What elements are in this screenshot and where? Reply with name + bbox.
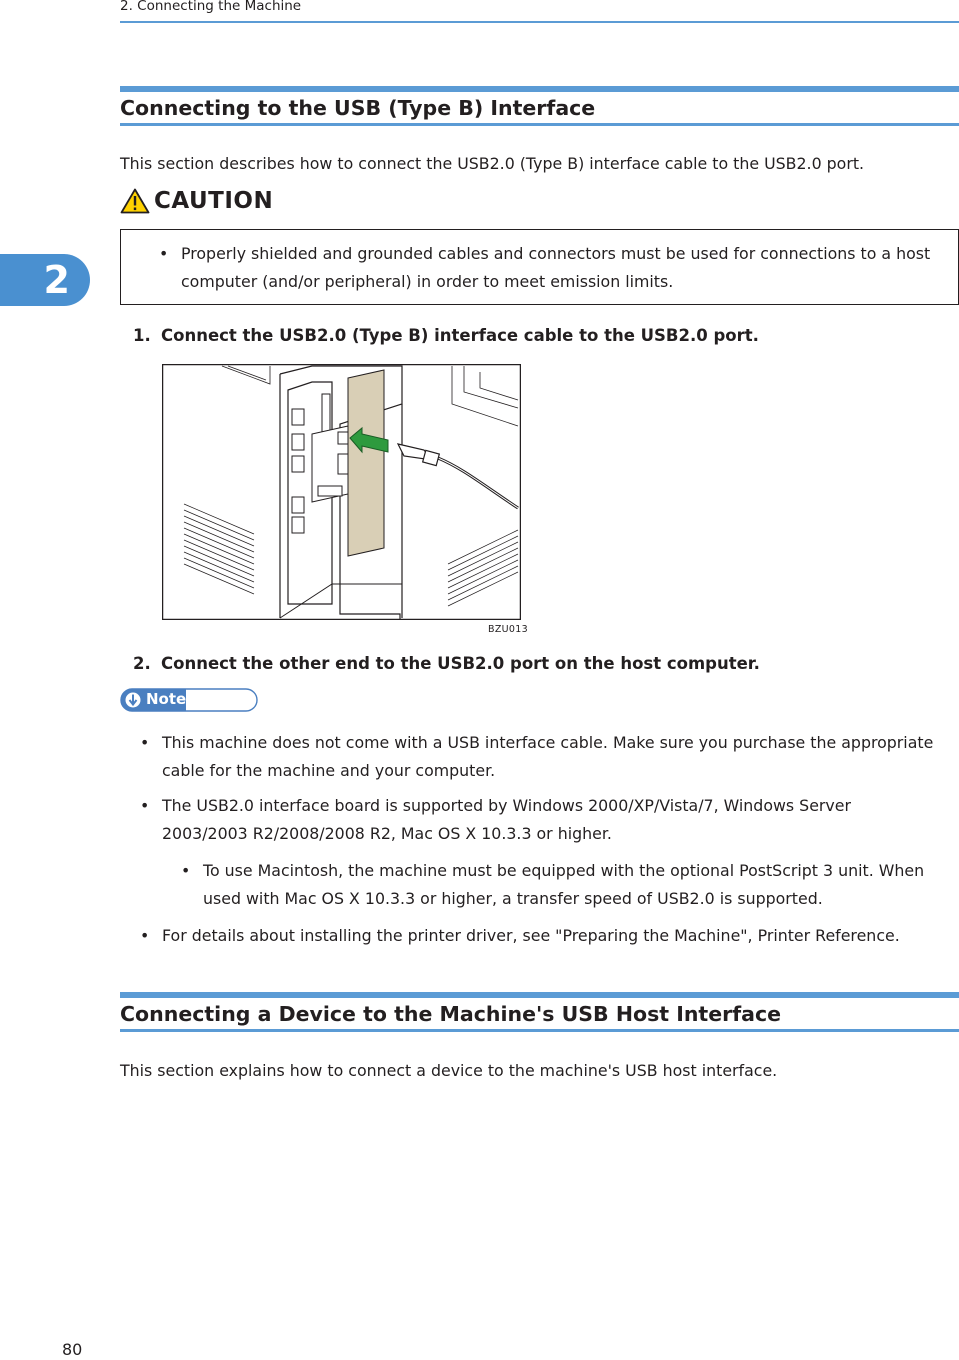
note-word: Note	[146, 690, 187, 708]
note-label	[120, 688, 258, 712]
running-header: 2. Connecting the Machine	[120, 0, 302, 14]
chapter-tab	[0, 254, 90, 306]
note-item-text: The USB2.0 interface board is supported by Windows 2000/XP/Vista/7, Windows Server 2003/2003 R2/2008/2008 R2, Mac OS X 10.3.3 or higher.	[162, 796, 851, 843]
note-item-text: For details about installing the printer driver, see "Preparing the Machine", Printer Reference.	[162, 926, 900, 945]
page-number: 80	[62, 1340, 83, 1359]
warning-triangle-icon	[120, 188, 150, 214]
caution-item	[159, 240, 951, 295]
step-2	[133, 650, 760, 677]
step-text: Connect the other end to the USB2.0 port on the host computer.	[161, 654, 760, 673]
step-number: 2.	[133, 654, 151, 673]
caution-item-text: Properly shielded and grounded cables and connectors must be used for connections to a host computer (and/or peripheral) in order to meet emission limits.	[181, 244, 931, 291]
section-heading-usb-type-b	[120, 86, 959, 126]
note-subitem	[181, 857, 959, 912]
bullet-dot: •	[140, 926, 150, 945]
usb-connection-illustration	[162, 364, 521, 620]
section-title: Connecting a Device to the Machine's USB Host Interface	[120, 1002, 782, 1026]
heading-bar-bottom	[120, 123, 959, 126]
section-title: Connecting to the USB (Type B) Interface	[120, 96, 596, 120]
note-item	[140, 792, 922, 847]
heading-bar-bottom	[120, 1029, 959, 1032]
note-item	[140, 922, 952, 950]
bullet-dot: •	[140, 733, 150, 752]
step-text: Connect the USB2.0 (Type B) interface cable to the USB2.0 port.	[161, 326, 759, 345]
bullet-dot: •	[140, 796, 150, 815]
chapter-tab-number: 2	[43, 258, 70, 302]
step-1	[133, 322, 759, 349]
figure-caption: BZU013	[488, 624, 528, 635]
note-badge-icon	[120, 688, 258, 712]
header-rule	[120, 21, 959, 23]
note-item-text: This machine does not come with a USB interface cable. Make sure you purchase the appropriate cable for the machine and your computer.	[162, 733, 934, 780]
section-intro: This section explains how to connect a device to the machine's USB host interface.	[120, 1061, 778, 1080]
section-intro: This section describes how to connect the USB2.0 (Type B) interface cable to the USB2.0 port.	[120, 154, 865, 173]
section-heading-usb-host	[120, 992, 959, 1032]
step-number: 1.	[133, 326, 151, 345]
note-item	[140, 729, 952, 784]
bullet-dot: •	[159, 244, 169, 263]
bullet-dot: •	[181, 861, 191, 880]
caution-label	[120, 188, 273, 214]
caution-word: CAUTION	[154, 188, 274, 214]
note-item-text: To use Macintosh, the machine must be equipped with the optional PostScript 3 unit. When used with Mac OS X 10.3.3 or higher, a transfer speed of USB2.0 is supported.	[203, 861, 925, 908]
